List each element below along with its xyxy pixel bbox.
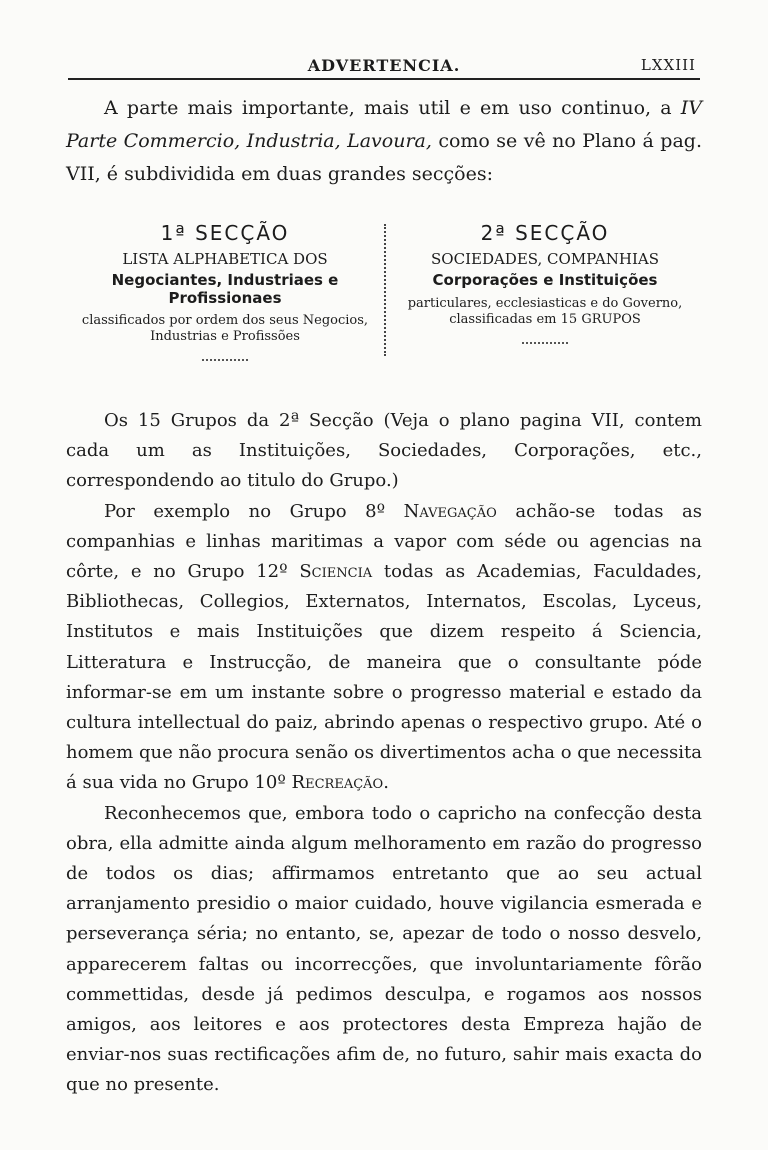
header-rule bbox=[68, 78, 700, 80]
section-1-subheading: Negociantes, Industriaes e Profissionaes bbox=[111, 271, 339, 307]
section-2-subheading: Corporações e Instituições bbox=[432, 271, 658, 290]
group-recreacao: Recreação bbox=[291, 772, 384, 794]
intro-text-end: como se vê no Plano á pag. VII, é subdividida em duas grandes secções: bbox=[66, 130, 702, 185]
paragraph-closing: Reconhecemos que, embora todo o capricho na confecção desta obra, ella admitte ainda algum melhoramento em razão do progresso de todos os dias; affirmamos entretanto que ao seu actual arranjamento presidio o maior cuidado, houve vigilancia esmerada e perseverança séria; no entanto, se, apezar de todo o nosso desvelo, apparecerem faltas ou incorrecções, que involuntariamente fôrão commettidas, desde já pedimos desculpa, e rogamos aos nossos amigos, aos leitores e aos protectores desta Empreza hajão de enviar-nos suas rectificações afim de, no futuro, sahir mais exacta do que no presente. bbox=[66, 802, 702, 1096]
section-divider bbox=[384, 224, 386, 356]
section-1-heading: LISTA ALPHABETICA DOS bbox=[122, 250, 328, 268]
intro-paragraph bbox=[66, 92, 702, 191]
paragraph-example bbox=[66, 497, 702, 799]
running-header bbox=[68, 56, 700, 76]
part-reference: IV Parte Commercio, Industria, Lavoura, bbox=[66, 97, 702, 152]
sections-block bbox=[66, 222, 702, 362]
body-text bbox=[66, 406, 702, 1101]
section-1-flourish bbox=[202, 355, 248, 361]
section-2-flourish bbox=[522, 338, 568, 344]
paragraph-example-part-b: achão-se todas as companhias e linhas maritimas a vapor com séde ou agencias na côrte, e no Grupo 12º bbox=[66, 500, 702, 583]
section-2-description: particulares, ecclesiasticas e do Governo, classificadas em 15 GRUPOS bbox=[407, 295, 683, 327]
section-2 bbox=[388, 222, 702, 344]
page-number: LXXIII bbox=[640, 56, 696, 74]
section-2-heading: SOCIEDADES, COMPANHIAS bbox=[431, 250, 659, 268]
section-1 bbox=[66, 222, 384, 361]
group-navegacao: Navegação bbox=[403, 500, 497, 522]
section-1-title: 1ª SECÇÃO bbox=[160, 221, 290, 245]
paragraph-groups: Os 15 Grupos da 2ª Secção (Veja o plano pagina VII, contem cada um as Instituições, Sociedades, Corporações, etc., correspondendo ao titulo do Grupo.) bbox=[66, 410, 702, 492]
intro-text bbox=[66, 92, 702, 191]
paragraph-example-part-a: Por exemplo no Grupo 8º bbox=[104, 500, 404, 522]
paragraph-example-part-d: . bbox=[383, 772, 389, 794]
intro-text-start: A parte mais importante, mais util e em uso continuo, a bbox=[104, 97, 681, 119]
paragraph-example-part-c: todas as Academias, Faculdades, Bibliothecas, Collegios, Externatos, Internatos, Escolas, Lyceus, Institutos e mais Instituições que dizem respeito á Sciencia, Litteratura e Instrucção, de maneira que o consultante póde informar-se em um instante sobre o progresso material e estado da cultura intellectual do paiz, abrindo apenas o respectivo grupo. Até o homem que não procura senão os divertimentos acha o que necessita á sua vida no Grupo 10º bbox=[66, 561, 702, 794]
section-1-description: classificados por ordem dos seus Negocios, Industrias e Profissões bbox=[81, 312, 369, 344]
section-2-title: 2ª SECÇÃO bbox=[480, 221, 610, 245]
page-title: ADVERTENCIA. bbox=[307, 56, 461, 75]
group-sciencia: Sciencia bbox=[299, 561, 373, 583]
